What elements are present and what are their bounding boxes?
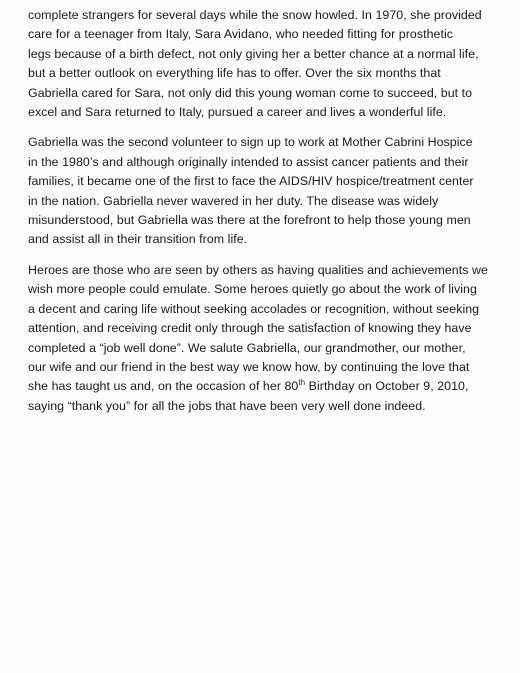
closing-line: saying “thank you” for all the jobs that have been very well done indeed. [28, 398, 426, 413]
text-line: Gabriella was the second volunteer to sign up to work at Mother Cabrini Hospice [28, 135, 473, 150]
text-line: in the 1980’s and although originally intended to assist cancer patients and their [28, 154, 469, 169]
text-line: our wife and our friend in the best way we know how, by continuing the love that [28, 359, 470, 374]
document-body [28, 6, 504, 427]
birthday-line [28, 377, 504, 396]
text-line: excel and Sara returned to Italy, pursued a career and lives a wonderful life. [28, 105, 447, 120]
text-line: Heroes are those who are seen by others as having qualities and achievements we [28, 262, 488, 277]
birthday-line-end: Birthday on October 9, 2010, [305, 379, 469, 394]
text-line: attention, and receiving credit only through the satisfaction of knowing they have [28, 321, 472, 336]
text-line: a decent and caring life without seeking accolades or recognition, without seeking [28, 301, 480, 316]
text-line: completed a “job well done”. We salute Gabriella, our grandmother, our mother, [28, 340, 466, 355]
paragraph-2 [28, 133, 504, 249]
paragraph-3 [28, 261, 504, 416]
text-line: complete strangers for several days while the snow howled. In 1970, she provided [28, 8, 482, 22]
text-line: in the nation. Gabriella never wavered in her duty. The disease was widely [28, 193, 439, 208]
text-line: care for a teenager from Italy, Sara Avidano, who needed fitting for prosthetic [28, 27, 454, 42]
text-line: Gabriella cared for Sara, not only did this young woman come to succeed, but to [28, 85, 473, 100]
text-line: wish more people could emulate. Some heroes quietly go about the work of living [28, 282, 477, 297]
text-line: legs because of a birth defect, not only giving her a better chance at a normal life, [28, 46, 479, 61]
text-line: misunderstood, but Gabriella was there at the forefront to help those young men [28, 213, 471, 228]
birthday-line-start: she has taught us and, on the occasion of her 80 [28, 379, 299, 394]
ordinal-suffix: th [298, 378, 306, 388]
text-line: and assist all in their transition from life. [28, 232, 248, 247]
text-line: families, it became one of the first to face the AIDS/HIV hospice/treatment center [28, 174, 474, 189]
paragraph-1 [28, 6, 504, 122]
text-line: but a better outlook on everything life has to offer. Over the six months that [28, 66, 441, 81]
